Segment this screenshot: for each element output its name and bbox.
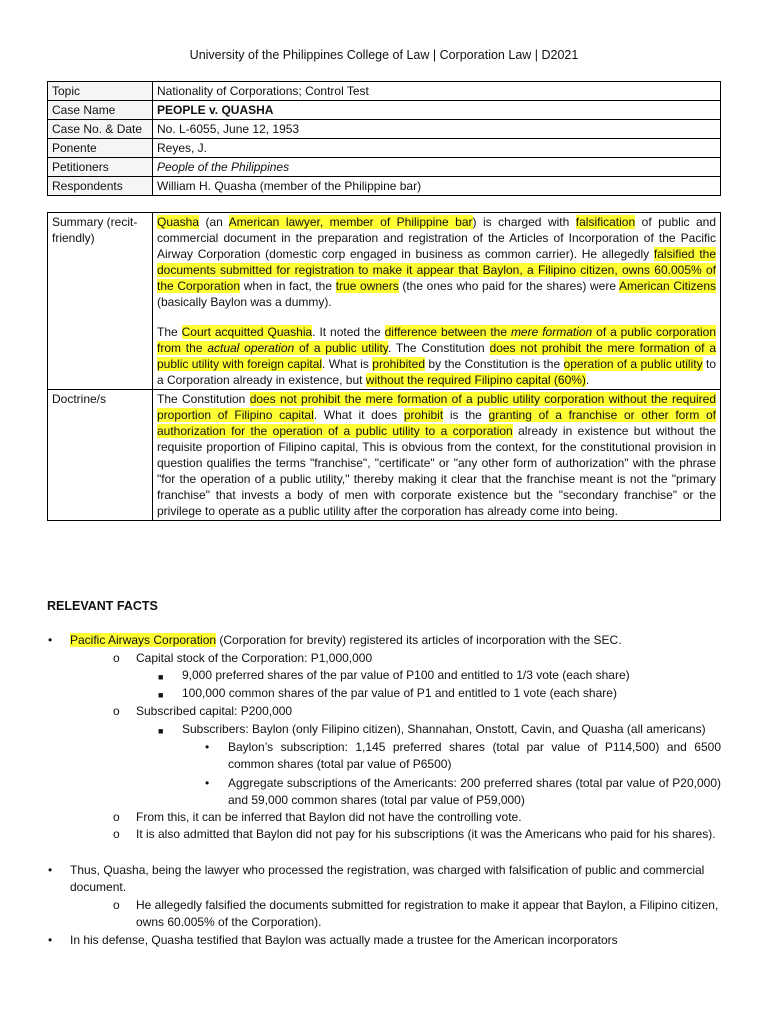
- text: when in fact, the: [240, 279, 336, 293]
- text: is the: [443, 408, 489, 422]
- text: of a public utility: [294, 341, 388, 355]
- highlight: granting of a franchise or other form of authorization for the operation of a public utility to a corporation: [157, 408, 716, 438]
- respondents-label: Respondents: [48, 177, 153, 196]
- case-no-value: No. L-6055, June 12, 1953: [153, 120, 721, 139]
- table-row: [48, 82, 721, 101]
- text: difference between the: [384, 325, 511, 339]
- page-header: University of the Philippines College of Law | Corporation Law | D2021: [189, 48, 579, 62]
- highlight: operation of a public utility: [563, 357, 703, 371]
- relevant-facts-heading: RELEVANT FACTS: [47, 599, 158, 613]
- table-row: [48, 390, 721, 521]
- highlight: American Citizens: [619, 279, 717, 293]
- bullet-icon: •: [48, 933, 53, 947]
- text: actual operation: [207, 341, 295, 355]
- bullet-icon: ■: [158, 726, 164, 736]
- text: of a public corporation from the: [157, 325, 716, 355]
- case-name-value: PEOPLE v. QUASHA: [153, 101, 721, 120]
- text: of public and commercial document in the preparation and registration of the Articles of Incorporation of the Pacific Airway Corporation (domestic corp engaged in business as common carrier). He allegedly: [157, 215, 716, 261]
- text: . The Constitution: [387, 341, 490, 355]
- case-no-label: Case No. & Date: [48, 120, 153, 139]
- list-item: Baylon’s subscription: 1,145 preferred shares (total par value of P114,500) and 6500 common shares (total par value of P6500): [228, 740, 721, 771]
- summary-text: [153, 213, 721, 390]
- highlight: does not prohibit the mere formation of a public utility with foreign capital: [157, 341, 716, 371]
- bullet-icon: ■: [158, 672, 164, 682]
- table-row: [48, 158, 721, 177]
- text: (basically Baylon was a dummy).: [157, 295, 332, 309]
- ponente-value: Reyes, J.: [153, 139, 721, 158]
- bullet-icon: o: [113, 898, 120, 912]
- ponente-label: Ponente: [48, 139, 153, 158]
- summary-label: Summary (recit-friendly): [48, 213, 153, 390]
- text: .: [585, 373, 590, 387]
- table-row: [48, 139, 721, 158]
- highlight: falsification: [575, 215, 636, 229]
- petitioners-value: People of the Philippines: [153, 158, 721, 177]
- list-item: He allegedly falsified the documents submitted for registration to make it appear that Baylon, a Filipino citizen, owns 60.005% of the Corporation).: [136, 898, 719, 929]
- text: . What is: [322, 357, 373, 371]
- bullet-icon: o: [113, 827, 120, 841]
- topic-value: Nationality of Corporations; Control Test: [153, 82, 721, 101]
- text: The Constitution: [157, 392, 250, 406]
- text: by the Constitution is the: [425, 357, 564, 371]
- table-row: [48, 120, 721, 139]
- case-name-label: Case Name: [48, 101, 153, 120]
- doctrine-text: [153, 390, 721, 521]
- text: to a Corporation already in existence, but: [157, 357, 717, 387]
- table-row: [48, 101, 721, 120]
- bullet-icon: •: [48, 863, 53, 877]
- highlight: true owners: [335, 279, 399, 293]
- list-item: Subscribers: Baylon (only Filipino citizen), Shannahan, Onstott, Cavin, and Quasha (all americans): [182, 722, 706, 736]
- list-item: Thus, Quasha, being the lawyer who processed the registration, was charged with falsification of public and commercial document.: [70, 863, 705, 894]
- highlight: Pacific Airways Corporation: [70, 633, 217, 647]
- list-item: In his defense, Quasha testified that Baylon was actually made a trustee for the American incorporators: [70, 933, 618, 947]
- highlight: Quasha: [157, 215, 200, 229]
- text: ) is charged with: [472, 215, 576, 229]
- highlight: prohibited: [372, 357, 425, 371]
- summary-paragraph-2: [157, 324, 716, 388]
- list-item: Subscribed capital: P200,000: [136, 704, 293, 718]
- highlight: American lawyer, member of Philippine bar: [228, 215, 473, 229]
- table-row: [48, 213, 721, 390]
- list-item: 9,000 preferred shares of the par value of P100 and entitled to 1/3 vote (each share): [182, 668, 630, 682]
- list-item: From this, it can be inferred that Baylon did not have the controlling vote.: [136, 810, 522, 824]
- highlight: without the required Filipino capital (60%): [365, 373, 586, 387]
- text: (Corporation for brevity) registered its articles of incorporation with the SEC.: [216, 633, 622, 647]
- petitioners-label: Petitioners: [48, 158, 153, 177]
- highlight: Court acquitted Quashia: [181, 325, 313, 339]
- case-info-table: [47, 81, 721, 196]
- list-item: 100,000 common shares of the par value of P1 and entitled to 1 vote (each share): [182, 686, 617, 700]
- highlight: does not prohibit the mere formation of a public utility corporation without the required proportion of Filipino capital: [157, 392, 717, 422]
- list-item: It is also admitted that Baylon did not pay for his subscriptions (it was the Americans who paid for his shares).: [136, 827, 716, 841]
- respondents-value: William H. Quasha (member of the Philippine bar): [153, 177, 721, 196]
- text: (the ones who paid for the shares) were: [398, 279, 619, 293]
- list-item: Aggregate subscriptions of the Americants: 200 preferred shares (total par value of P20,000) and 59,000 common shares (total par value of P59,000): [228, 776, 721, 807]
- summary-paragraph-1: [157, 214, 716, 310]
- topic-label: Topic: [48, 82, 153, 101]
- list-item: Capital stock of the Corporation: P1,000,000: [136, 651, 373, 665]
- bullet-icon: o: [113, 810, 120, 824]
- text: already in existence but without the requisite proportion of Filipino capital, This is obvious from the context, for the constitutional provision in question qualifies the terms "franchise", "certificate" or "any other form of authorization" with the phrase "for the operation of a public utility," thereby making it clear that the franchise meant is not the "primary franchise" that invests a body of men with corporate existence but the "secondary franchise" or the privilege to operate as a public utility after the corporation has already come into being.: [157, 424, 717, 518]
- doctrine-label: Doctrine/s: [48, 390, 153, 521]
- summary-table: [47, 212, 721, 521]
- highlight: falsified the documents submitted for registration to make it appear that Baylon, a Filipino citizen, owns 60.005% of the Corporation: [157, 247, 716, 293]
- highlight: prohibit: [403, 408, 444, 422]
- bullet-icon: o: [113, 651, 120, 665]
- list-item: [70, 632, 721, 649]
- bullet-icon: •: [48, 633, 53, 647]
- bullet-icon: •: [205, 776, 210, 790]
- text: (an: [199, 215, 229, 229]
- bullet-icon: •: [205, 740, 210, 754]
- table-row: [48, 177, 721, 196]
- text: . It noted the: [312, 325, 385, 339]
- text: mere formation: [510, 325, 593, 339]
- bullet-icon: o: [113, 704, 120, 718]
- text: The: [157, 325, 182, 339]
- bullet-icon: ■: [158, 690, 164, 700]
- text: . What it does: [313, 408, 404, 422]
